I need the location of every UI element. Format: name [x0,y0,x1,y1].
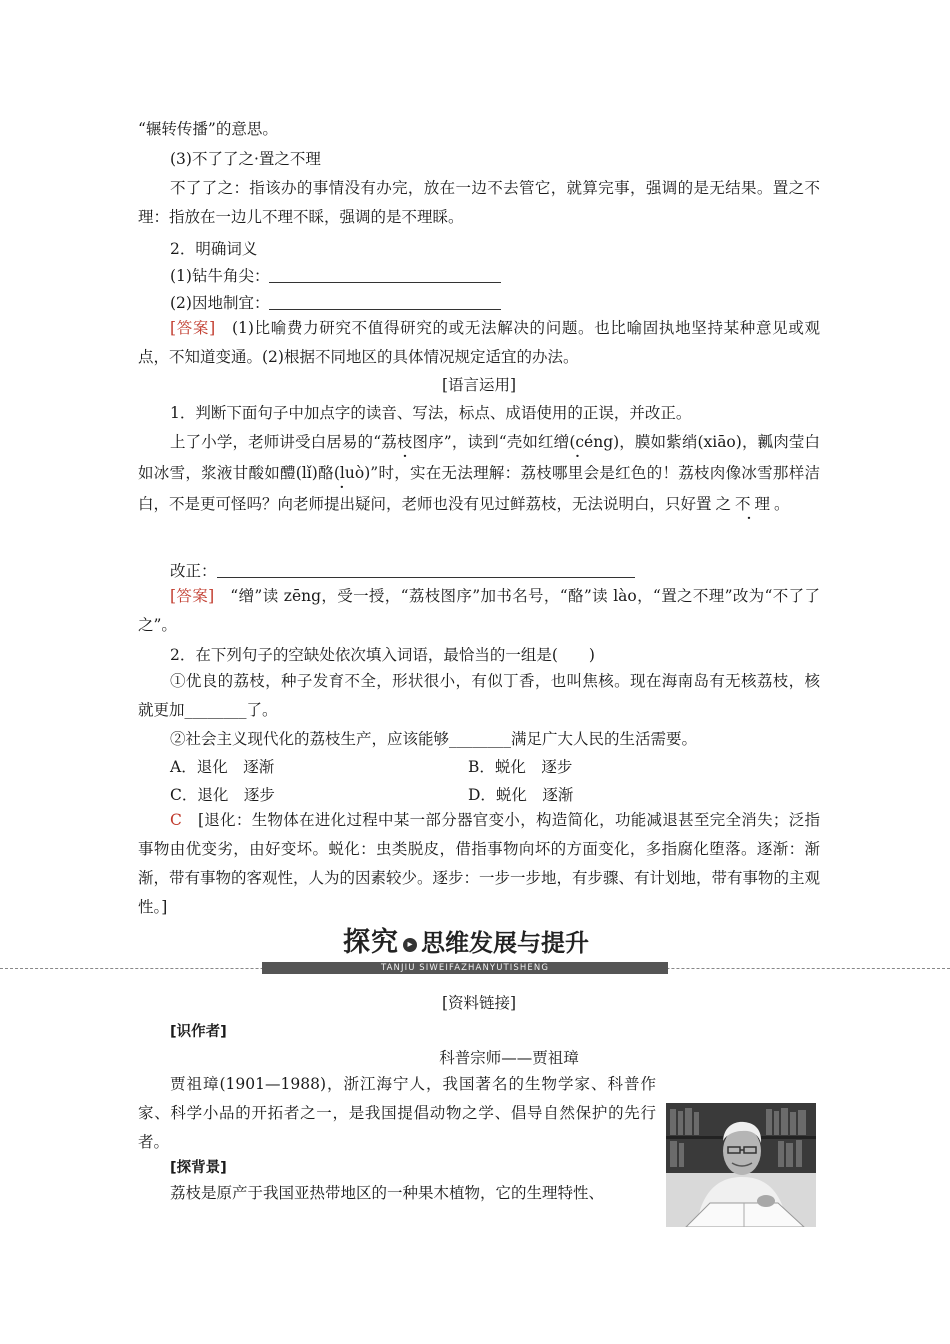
section-banner [0,926,950,976]
option-b[interactable]: B．蜕化 逐步 [468,758,573,776]
answer-blank[interactable] [269,266,501,283]
dotted-char: 缯 [553,433,570,451]
answer-text: “缯”读 zēng，受一授，“荔枝图序”加书名号，“酪”读 lào，“置之不理”改为“不了了之”。 [138,587,820,634]
dotted-idiom: 置之不理 [696,495,775,513]
subtitle: 科普宗师——贾祖璋 [439,1049,579,1067]
question-1-passage: 上了小学，老师讲受白居易的“荔枝图序”，读到“壳如红缯(céng)，膜如紫绡(xiāo)，瓤肉莹白如冰雪，浆液甘酸如醴(lǐ)酪(luò)”时，实在无法理解：荔枝哪里会是红色的！荔枝肉像冰雪那样洁白，不是更可怪吗？向老师提出疑问，老师也没有见过鲜荔枝，无法说明白，只好置之不理。 [138,433,820,513]
banner-title-rest: 思维发展与提升 [421,929,589,957]
option-a[interactable]: A．退化 逐渐 [170,758,275,776]
section-heading: [语言运用] [441,376,517,394]
answer-text: [退化：生物体在进化过程中某一部分器官变小，构造简化，功能减退甚至完全消失；泛指事物由优变劣，由好变坏。蜕化：虫类脱皮，借指事物向坏的方面变化，多指腐化堕落。逐渐：渐渐，带有事物的客观性，人为的因素较少。逐步：一步一步地，有步骤、有计划地，带有事物的主观性。] [138,811,821,916]
answer-tag: C [170,811,182,829]
answer-paragraph [138,314,820,372]
answer-tag: [答案] [170,319,216,337]
banner-title-main: 探究 [343,927,399,958]
portrait-photo [666,1103,816,1227]
dotted-char: 酪 [317,464,334,482]
correction-blank[interactable] [217,561,635,578]
item-heading: (3)不了了之·置之不理 [170,150,321,168]
answer-paragraph [138,806,820,922]
text-line: “辗转传播”的意思。 [138,120,278,138]
fill-label: (1)钻牛角尖： [170,267,270,285]
correction-line [170,560,635,582]
question-2-sentence-2: ②社会主义现代化的荔枝生产，应该能够________满足广大人民的生活需要。 [170,730,698,748]
question-2: 2．在下列句子的空缺处依次填入词语，最恰当的一组是( ) [170,646,595,664]
fill-line [170,265,501,287]
fill-line [170,292,501,314]
tag-heading: [探背景] [170,1160,227,1176]
answer-text: (1)比喻费力研究不值得研究的或无法解决的问题。也比喻固执地坚持某种意见或观点，不知道变通。(2)根据不同地区的具体情况规定适宜的办法。 [138,319,820,366]
option-d[interactable]: D．蜕化 逐渐 [468,786,574,804]
item-heading: 2．明确词义 [170,240,258,258]
banner-pinyin: TANJIU SIWEIFAZHANYUTISHENG [262,962,668,974]
paragraph-definition: 不了了之：指该办的事情没有办完，放在一边不去管它，就算完事，强调的是无结果。置之不理：指放在一边儿不理不睬，强调的是不理睬。 [138,179,820,226]
option-c[interactable]: C．退化 逐步 [170,786,275,804]
background-paragraph: 荔枝是原产于我国亚热带地区的一种果木植物，它的生理特性、 [170,1184,605,1202]
banner-title [266,926,666,960]
question-1: 1．判断下面句子中加点字的读音、写法，标点、成语使用的正误，并改正。 [170,404,692,422]
dotted-char: 荔 [381,433,397,451]
section-heading: [资料链接] [441,994,517,1012]
portrait-illustration [666,1103,816,1227]
author-paragraph: 贾祖璋(1901—1988)，浙江海宁人，我国著名的生物学家、科普作家、科学小品的开拓者之一，是我国提倡动物之学、倡导自然保护的先行者。 [138,1075,656,1151]
tag-heading: [识作者] [170,1024,227,1040]
answer-blank[interactable] [269,293,501,310]
correction-label: 改正： [170,562,217,580]
question-2-sentence-1: ①优良的荔枝，种子发育不全，形状很小，有似丁香，也叫焦核。现在海南岛有无核荔枝，核就更加________了。 [138,672,820,719]
answer-tag: [答案] [170,587,215,605]
circle-arrow-icon: ▸ [403,938,417,952]
answer-paragraph [138,582,820,640]
fill-label: (2)因地制宜： [170,294,270,312]
